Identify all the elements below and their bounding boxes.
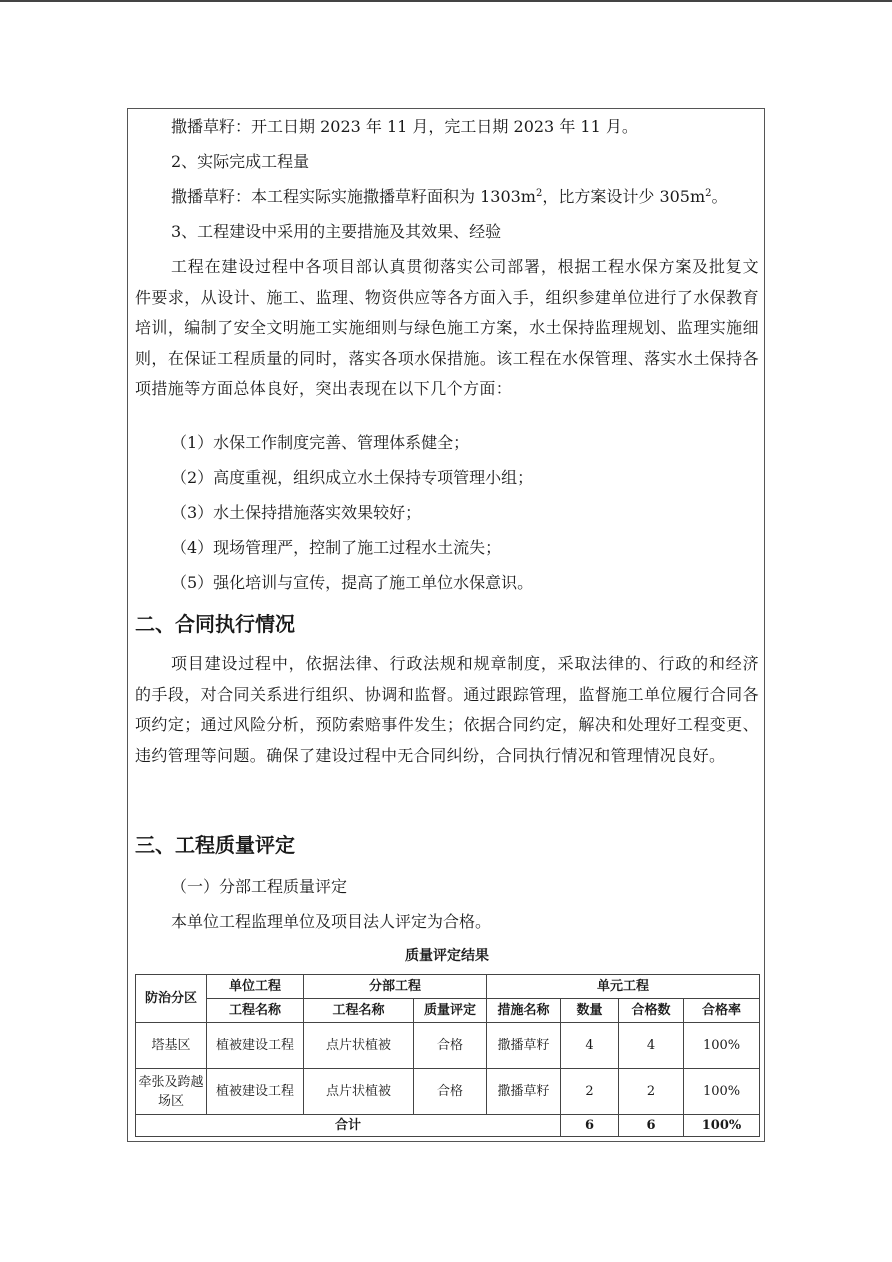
- cell-rate: 100%: [684, 1023, 760, 1069]
- list-item: （2）高度重视，组织成立水土保持专项管理小组；: [171, 468, 534, 487]
- cell-quality: 合格: [414, 1023, 487, 1069]
- contract-paragraph: 项目建设过程中，依据法律、行政法规和规章制度，采取法律的、行政的和经济的手段，对合同关系进行组织、协调和监督。通过跟踪管理，监督施工单位履行合同各项约定；通过风险分析，预防索赔事件发生；依据合同约定，解决和处理好工程变更、违约管理等问题。确保了建设过程中无合同纠纷，合同执行情况和管理情况良好。: [135, 654, 759, 765]
- header-measure: 措施名称: [487, 999, 561, 1023]
- table-row: [136, 1023, 760, 1069]
- table-header-row: [136, 975, 760, 999]
- header-passed: 合格数: [619, 999, 684, 1023]
- cell-count: 2: [561, 1069, 619, 1115]
- measures-paragraph: 工程在建设过程中各项目部认真贯彻落实公司部署，根据工程水保方案及批复文件要求，从设计、施工、监理、物资供应等各方面入手，组织参建单位进行了水保教育培训，编制了安全文明施工实施细则与绿色施工方案，水土保持监理规划、监理实施细则，在保证工程质量的同时，落实各项水保措施。该工程在水保管理、落实水土保持各项措施等方面总体良好，突出表现在以下几个方面：: [135, 257, 759, 399]
- table-total-row: [136, 1115, 760, 1137]
- header-unit-name: 工程名称: [207, 999, 304, 1023]
- list-item: （5）强化培训与宣传，提高了施工单位水保意识。: [171, 573, 534, 592]
- quality-result-table: [135, 974, 760, 1137]
- contract-section-title: 二、合同执行情况: [135, 612, 295, 636]
- cell-quality: 合格: [414, 1069, 487, 1115]
- cell-zone: 牵张及跨越场区: [136, 1069, 207, 1115]
- header-rate: 合格率: [684, 999, 760, 1023]
- top-border-line: [0, 0, 892, 2]
- total-label: 合计: [136, 1115, 561, 1137]
- construction-dates: 撒播草籽：开工日期 2023 年 11 月，完工日期 2023 年 11 月。: [171, 117, 638, 136]
- cell-unit: 植被建设工程: [207, 1023, 304, 1069]
- total-passed: 6: [619, 1115, 684, 1137]
- table-subheader-row: [136, 999, 760, 1023]
- cell-passed: 4: [619, 1023, 684, 1069]
- header-quality: 质量评定: [414, 999, 487, 1023]
- actual-quantity-text: 撒播草籽：本工程实际实施撒播草籽面积为 $1303m^2$，比方案设计少 $305m^2$。: [171, 187, 728, 206]
- header-element-work: 单元工程: [487, 975, 760, 999]
- cell-division: 点片状植被: [304, 1023, 414, 1069]
- measures-heading: 3、工程建设中采用的主要措施及其效果、经验: [171, 222, 502, 241]
- list-item: （3）水土保持措施落实效果较好；: [171, 503, 422, 522]
- cell-zone: 塔基区: [136, 1023, 207, 1069]
- cell-rate: 100%: [684, 1069, 760, 1115]
- header-count: 数量: [561, 999, 619, 1023]
- total-count: 6: [561, 1115, 619, 1137]
- quality-section-title: 三、工程质量评定: [135, 833, 295, 857]
- table-caption: 质量评定结果: [405, 948, 489, 964]
- cell-measure: 撒播草籽: [487, 1069, 561, 1115]
- quality-subheading: （一）分部工程质量评定: [171, 877, 348, 896]
- header-division-work: 分部工程: [304, 975, 487, 999]
- table-row: [136, 1069, 760, 1115]
- list-item: （4）现场管理严，控制了施工过程水土流失；: [171, 538, 502, 557]
- cell-count: 4: [561, 1023, 619, 1069]
- list-item: （1）水保工作制度完善、管理体系健全；: [171, 433, 470, 452]
- quality-paragraph: 本单位工程监理单位及项目法人评定为合格。: [171, 912, 492, 931]
- header-division-name: 工程名称: [304, 999, 414, 1023]
- cell-division: 点片状植被: [304, 1069, 414, 1115]
- actual-quantity-heading: 2、实际完成工程量: [171, 152, 310, 171]
- cell-unit: 植被建设工程: [207, 1069, 304, 1115]
- cell-measure: 撒播草籽: [487, 1023, 561, 1069]
- total-rate: 100%: [684, 1115, 760, 1137]
- cell-passed: 2: [619, 1069, 684, 1115]
- header-unit-work: 单位工程: [207, 975, 304, 999]
- header-zone: 防治分区: [136, 975, 207, 1023]
